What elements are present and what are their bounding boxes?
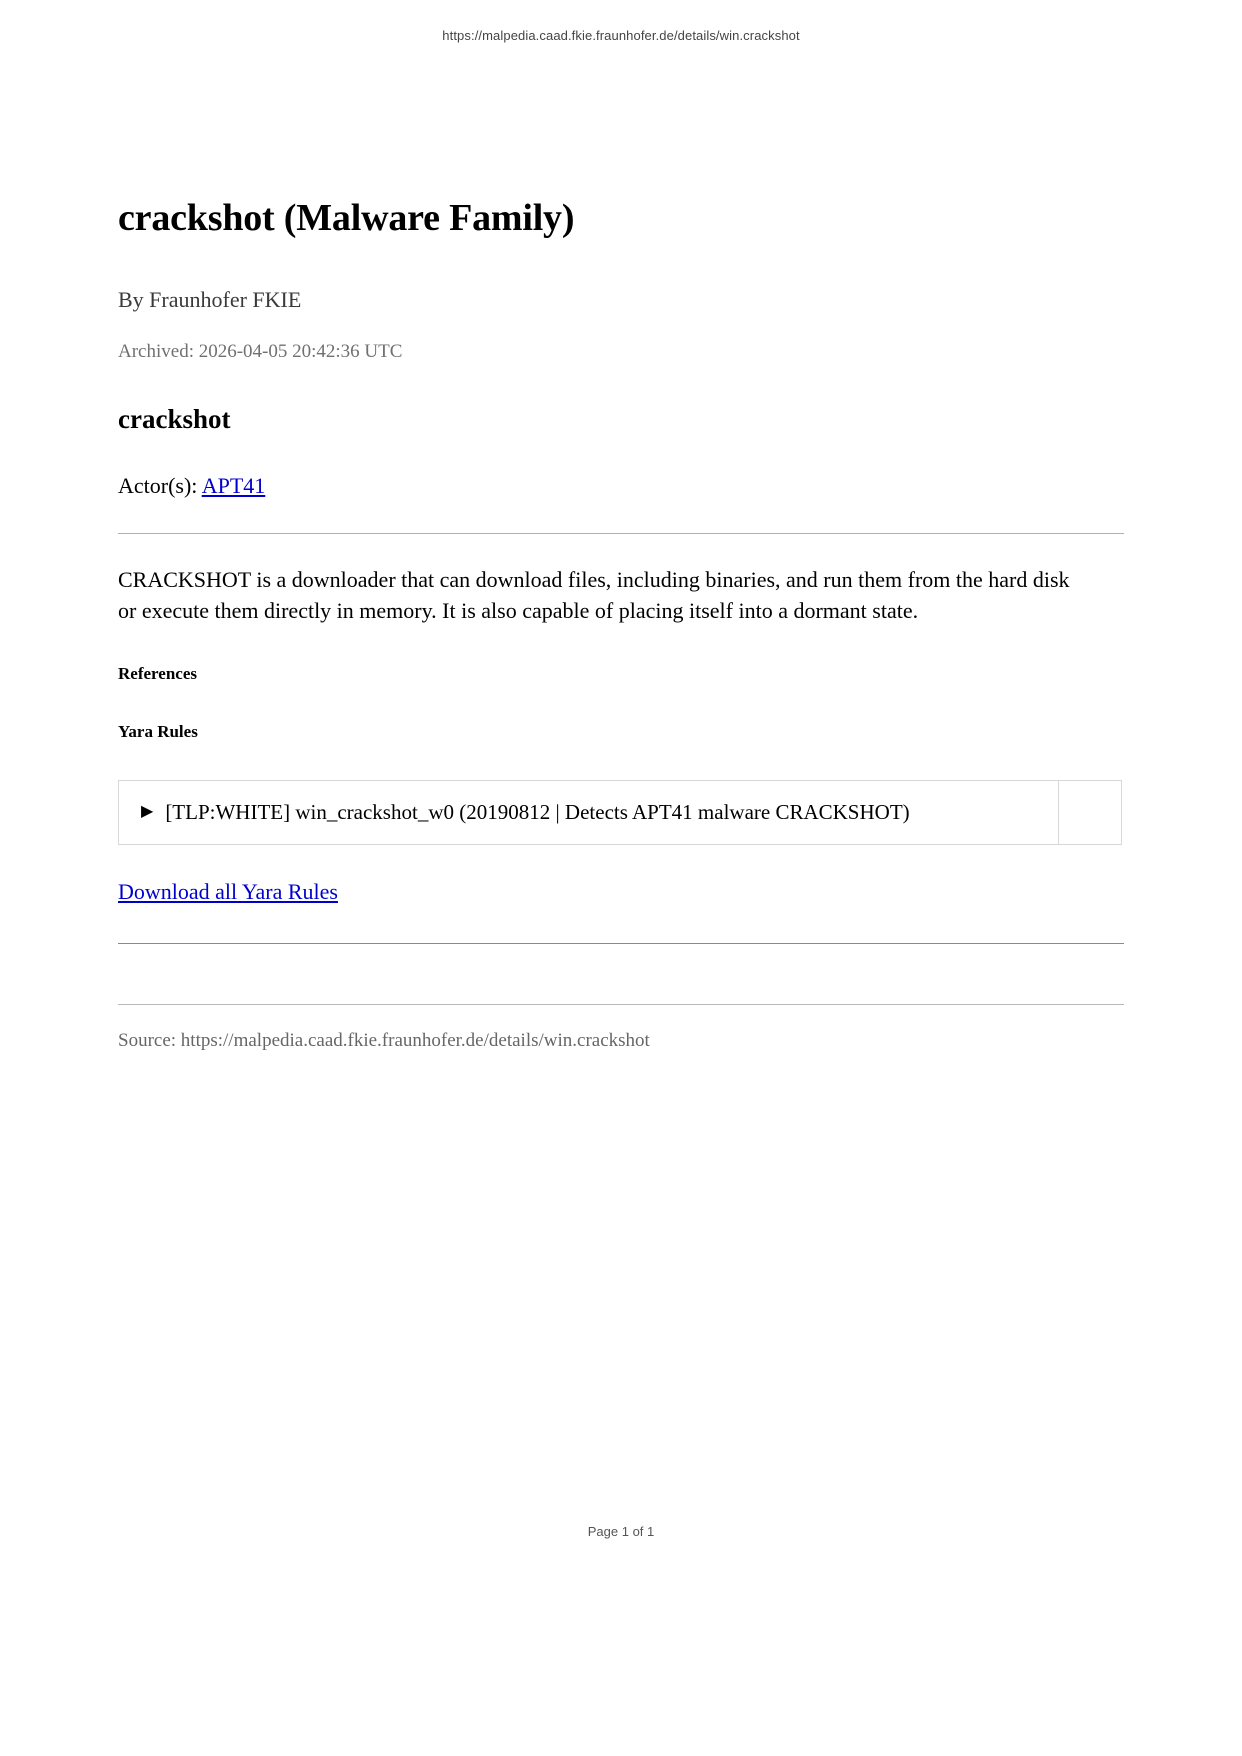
yara-rules-heading: Yara Rules: [118, 721, 198, 741]
source-line: Source: https://malpedia.caad.fkie.fraunhofer.de/details/win.crackshot: [118, 1029, 650, 1051]
divider-bottom: [118, 943, 1124, 944]
divider-top: [118, 533, 1124, 534]
page-header-url: https://malpedia.caad.fkie.fraunhofer.de/details/win.crackshot: [442, 28, 800, 43]
actors-line: [118, 473, 1124, 499]
archived-timestamp: Archived: 2026-04-05 20:42:36 UTC: [118, 340, 403, 362]
download-all-yara-rules-link[interactable]: Download all Yara Rules: [118, 878, 338, 904]
divider-source: [118, 1004, 1124, 1005]
actors-label: Actor(s):: [118, 472, 202, 498]
yara-rule-label: [TLP:WHITE] win_crackshot_w0 (20190812 | Detects APT41 malware CRACKSHOT): [165, 799, 910, 824]
references-heading: References: [118, 663, 197, 683]
document-content: [118, 195, 1124, 1052]
page-footer: Page 1 of 1: [587, 1524, 655, 1539]
yara-rule-action-cell[interactable]: [1058, 781, 1121, 844]
yara-rule-row[interactable]: [118, 780, 1122, 845]
triangle-right-icon: ▶: [141, 803, 154, 821]
description-text: CRACKSHOT is a downloader that can download files, including binaries, and run them from the hard disk or execute them directly in memory. It is also capable of placing itself into a dormant state.: [118, 566, 1070, 623]
page-title: crackshot (Malware Family): [118, 197, 575, 239]
actor-link-apt41[interactable]: APT41: [201, 472, 266, 498]
byline: By Fraunhofer FKIE: [118, 286, 302, 312]
download-yara-container: [118, 879, 1124, 905]
yara-rule-disclosure[interactable]: [119, 781, 1058, 844]
section-heading: crackshot: [118, 403, 231, 434]
